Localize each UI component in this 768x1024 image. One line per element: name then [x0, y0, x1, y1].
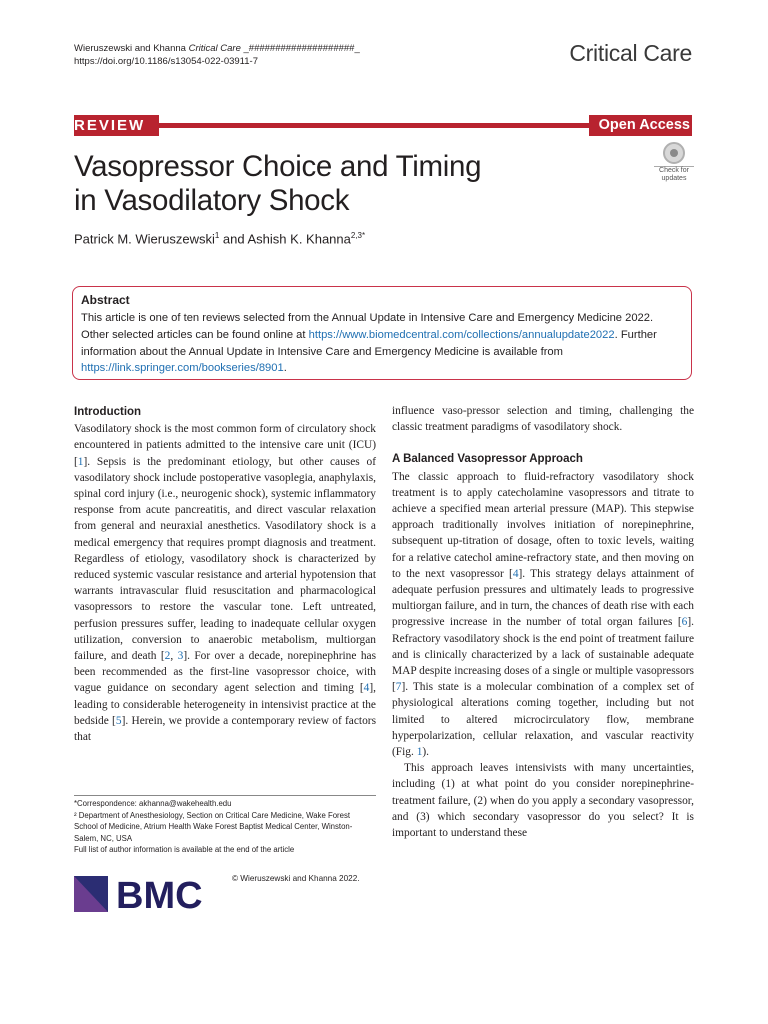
author-info-note: Full list of author information is available at the end of the article	[74, 845, 295, 854]
title-line-1: Vasopressor Choice and Timing	[74, 150, 482, 183]
section-heading-introduction: Introduction	[74, 406, 142, 418]
author-1-affil: 1	[214, 231, 220, 240]
citation-4b[interactable]: 4	[512, 567, 519, 580]
balanced-text-e: ).	[422, 746, 430, 759]
citation-separator: ,	[170, 650, 178, 663]
check-updates-icon	[663, 142, 685, 164]
right-column	[392, 403, 694, 841]
abstract-text-2: . Further information about the Annual Update in Intensive Care and Emergency Medicine is available from	[81, 328, 657, 358]
citation-7[interactable]: 7	[395, 681, 402, 694]
bmc-logo-text: BMC	[116, 875, 203, 914]
footnotes	[74, 795, 376, 856]
intro-text-e: ]. Herein, we provide a contemporary review of factors that	[74, 714, 376, 744]
citation-5[interactable]: 5	[115, 714, 122, 727]
balanced-paragraph-1	[392, 469, 694, 761]
abstract-text-1: This article is one of ten reviews selected from the Annual Update in Intensive Care and Emergency Medicine 2022. Other selected articles can be found online at	[81, 312, 654, 341]
affiliation-2: ² Department of Anesthesiology, Section on Critical Care Medicine, Wake Forest School of Medicine, Atrium Health Wake Forest Baptist Medical Center, Winston-Salem, NC, USA	[74, 810, 353, 843]
abstract-link-collection[interactable]: https://www.biomedcentral.com/collections/annualupdate2022	[308, 328, 615, 341]
check-for-updates-badge[interactable]	[654, 142, 694, 183]
abstract-text-3: .	[283, 362, 287, 375]
correspondence: *Correspondence: akhanna@wakehealth.edu	[74, 799, 232, 808]
balanced-text-c: ]. Refractory vasodilatory shock is the end point of treatment failure and is clinically characterized by a lack of sustainable adequate MAP despite increasing doses of a single or multiple vasopressors [	[392, 616, 694, 694]
balanced-text-b: ]. This strategy delays attainment of adequate perfusion pressures and ultimately leads to progressive multiorgan failure, and in turn, the chances of death rise with each progressive increase in the number of total organ failures [	[392, 567, 694, 629]
header-doi[interactable]: https://doi.org/10.1186/s13054-022-03911-7	[74, 56, 258, 67]
figure-1-link[interactable]: 1	[416, 746, 423, 759]
abstract-link-bookseries[interactable]: https://link.springer.com/bookseries/8901	[81, 362, 284, 375]
abstract-box	[72, 286, 692, 380]
running-header	[74, 42, 360, 68]
intro-text-c: ]. For over a decade, norepinephrine has been recommended as the first-line vasopressor choice, with vague guidance on secondary agent selection and timing [	[74, 650, 376, 695]
intro-text-b: ]. Sepsis is the predominant etiology, but other causes of vasodilatory shock include postoperative vasoplegia, anaphylaxis, spinal cord injury (i.e., neurogenic shock), systemic inflammatory response from acute pancreatitis, and direct vascular relaxation from general and neuraxial anesthetics. Vasodilatory shock is a medical emergency that requires prompt diagnosis and treatment. Regardless of etiology, vasodilatory shock is characterized by reduced systemic vascular resistance and arterial hypotension that warrants intravascular fluid resuscitation and pharmacological vasopressors to restore the vascular tone. Left untreated, perfusion pressures suffer, leading to inadequate cellular oxygen utilization, conversion to anaerobic metabolism, multiorgan failure, and death [	[74, 455, 376, 663]
balanced-text-d: ]. This state is a molecular combination of a complex set of physiological alterations coming together, including but not limited to altered microcirculatory flow, membrane hyperpolarization, cellular relaxation, and vascular reactivity (Fig.	[392, 681, 694, 759]
article-type-band	[74, 115, 692, 136]
citation-3[interactable]: 3	[177, 650, 184, 663]
bmc-logo	[74, 874, 214, 914]
header-volume: _####################_	[240, 43, 360, 54]
balanced-text-a: The classic approach to fluid-refractory vasodilatory shock treatment is to apply catecholamine vasopressors and titrate to achieve a specified mean arterial pressure (MAP). This stepwise approach traditionally involves initiation of norepinephrine, subsequent up-titration of dosage, often to toxic levels, waiting for a relative catechol amine-refractory state, and then moving on to the next vasopressor [	[392, 470, 694, 580]
citation-6[interactable]: 6	[681, 616, 688, 629]
intro-text-a: Vasodilatory shock is the most common form of circulatory shock encountered in patients admitted to the intensive care unit (ICU) [	[74, 423, 376, 468]
copyright-notice: © Wieruszewski and Khanna 2022.	[232, 874, 360, 883]
left-column	[74, 404, 376, 745]
article-title	[74, 150, 634, 218]
author-1: Patrick M. Wieruszewski	[74, 231, 215, 247]
review-label: REVIEW	[74, 115, 159, 136]
intro-text-d: ], leading to considerable heterogeneity in intensivist practice at the bedside [	[74, 682, 376, 727]
section-heading-balanced-approach: A Balanced Vasopressor Approach	[392, 453, 583, 466]
header-authors: Wieruszewski and Khanna	[74, 43, 186, 54]
intro-paragraph	[74, 421, 376, 745]
author-2-affil: 2,3*	[350, 231, 366, 240]
check-updates-label: Check for updates	[654, 166, 694, 183]
continued-paragraph: influence vaso-pressor selection and timing, challenging the classic treatment paradigms of vasodilatory shock.	[392, 405, 694, 434]
header-journal: Critical Care	[188, 43, 241, 54]
author-2: Ashish K. Khanna	[247, 231, 351, 247]
abstract-heading: Abstract	[81, 293, 130, 307]
author-list	[74, 231, 365, 246]
abstract-text	[81, 310, 683, 377]
journal-name: Critical Care	[569, 40, 692, 66]
title-line-2: in Vasodilatory Shock	[74, 184, 350, 217]
open-access-label: Open Access	[589, 115, 692, 136]
author-conjunction: and	[219, 231, 248, 247]
balanced-paragraph-2: This approach leaves intensivists with many uncertainties, including (1) at what point do you consider norepinephrine-treatment failure, (2) when do you apply a secondary vasopressor, and (3) which secondary vasopressor do you select? It is important to understand these	[392, 762, 694, 840]
section-gap	[392, 435, 694, 451]
citation-2[interactable]: 2	[164, 650, 171, 663]
citation-4[interactable]: 4	[363, 682, 370, 695]
citation-1[interactable]: 1	[77, 455, 84, 468]
